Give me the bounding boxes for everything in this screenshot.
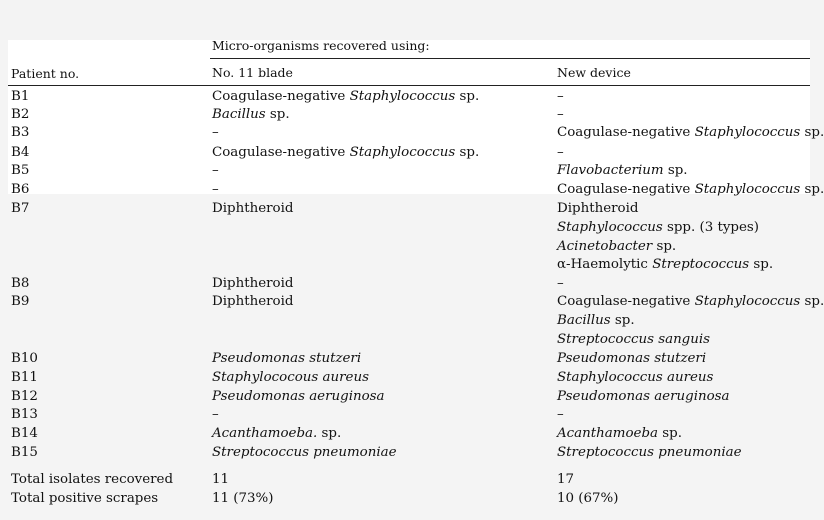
total-label: Total isolates recovered xyxy=(11,472,174,487)
group-header: Micro-organisms recovered using: xyxy=(212,38,430,53)
device-result: Pseudomonas aeruginosa xyxy=(557,389,730,404)
patient-id: B11 xyxy=(11,370,38,385)
header-patient-no: Patient no. xyxy=(11,66,80,81)
patient-id: B10 xyxy=(11,351,38,366)
patient-id: B1 xyxy=(11,89,30,104)
blade-result: Staphylococous aureus xyxy=(212,370,369,385)
device-result: Coagulase-negative Staphylococcus sp. xyxy=(557,125,824,140)
total-blade: 11 (73%) xyxy=(212,491,274,506)
device-result-line: α-Haemolytic Streptococcus sp. xyxy=(557,257,774,273)
group-header-rule xyxy=(210,58,810,59)
blade-result: Pseudomonas stutzeri xyxy=(212,351,362,366)
patient-id: B3 xyxy=(11,125,30,140)
total-device: 17 xyxy=(557,472,575,487)
total-blade: 11 xyxy=(212,472,230,487)
device-result-line: Acinetobacter sp. xyxy=(557,238,677,254)
blade-result: – xyxy=(212,125,219,140)
patient-id: B13 xyxy=(11,407,38,422)
patient-id: B5 xyxy=(11,163,30,178)
device-result-line: Coagulase-negative Staphylococcus sp. xyxy=(557,294,824,309)
blade-result: Bacillus sp. xyxy=(212,107,290,122)
page-top-background xyxy=(0,0,820,40)
device-result-line: Bacillus sp. xyxy=(557,312,635,328)
device-result: – xyxy=(557,89,564,104)
header-new-device: New device xyxy=(557,65,631,80)
device-result: Pseudomonas stutzeri xyxy=(557,351,707,366)
device-result: Acanthamoeba sp. xyxy=(557,426,682,441)
blade-result: Streptococcus pneumoniae xyxy=(212,445,397,460)
blade-result: Diphtheroid xyxy=(212,201,294,216)
patient-id: B12 xyxy=(11,389,38,404)
patient-id: B6 xyxy=(11,182,30,197)
device-result-line: Streptococcus sanguis xyxy=(557,331,711,347)
blade-result: Pseudomonas aeruginosa xyxy=(212,389,385,404)
device-result: – xyxy=(557,407,564,422)
device-result: Flavobacterium sp. xyxy=(557,163,688,178)
device-result: Coagulase-negative Staphylococcus sp. xyxy=(557,182,824,197)
blade-result: Coagulase-negative Staphylococcus sp. xyxy=(212,145,480,160)
device-result: Streptococcus pneumoniae xyxy=(557,445,742,460)
patient-id: B8 xyxy=(11,276,30,291)
total-label: Total positive scrapes xyxy=(11,491,159,506)
patient-id: B9 xyxy=(11,294,30,309)
total-device: 10 (67%) xyxy=(557,491,619,506)
patient-id: B15 xyxy=(11,445,38,460)
device-result-line: Diphtheroid xyxy=(557,201,639,216)
device-result: Staphylococcus aureus xyxy=(557,370,714,385)
patient-id: B2 xyxy=(11,107,30,122)
device-result: – xyxy=(557,145,564,160)
blade-result: – xyxy=(212,182,219,197)
device-result: – xyxy=(557,276,564,291)
device-result-line: Staphylococcus spp. (3 types) xyxy=(557,219,760,235)
blade-result: Coagulase-negative Staphylococcus sp. xyxy=(212,89,480,104)
blade-result: Diphtheroid xyxy=(212,276,294,291)
blade-result: Diphtheroid xyxy=(212,294,294,309)
patient-id: B14 xyxy=(11,426,38,441)
blade-result: Acanthamoeba. sp. xyxy=(212,426,342,441)
patient-id: B4 xyxy=(11,145,30,160)
header-rule xyxy=(8,85,810,86)
device-result: – xyxy=(557,107,564,122)
header-no11-blade: No. 11 blade xyxy=(212,65,293,80)
blade-result: – xyxy=(212,407,219,422)
blade-result: – xyxy=(212,163,219,178)
patient-id: B7 xyxy=(11,201,30,216)
table-upper-panel xyxy=(8,40,810,194)
